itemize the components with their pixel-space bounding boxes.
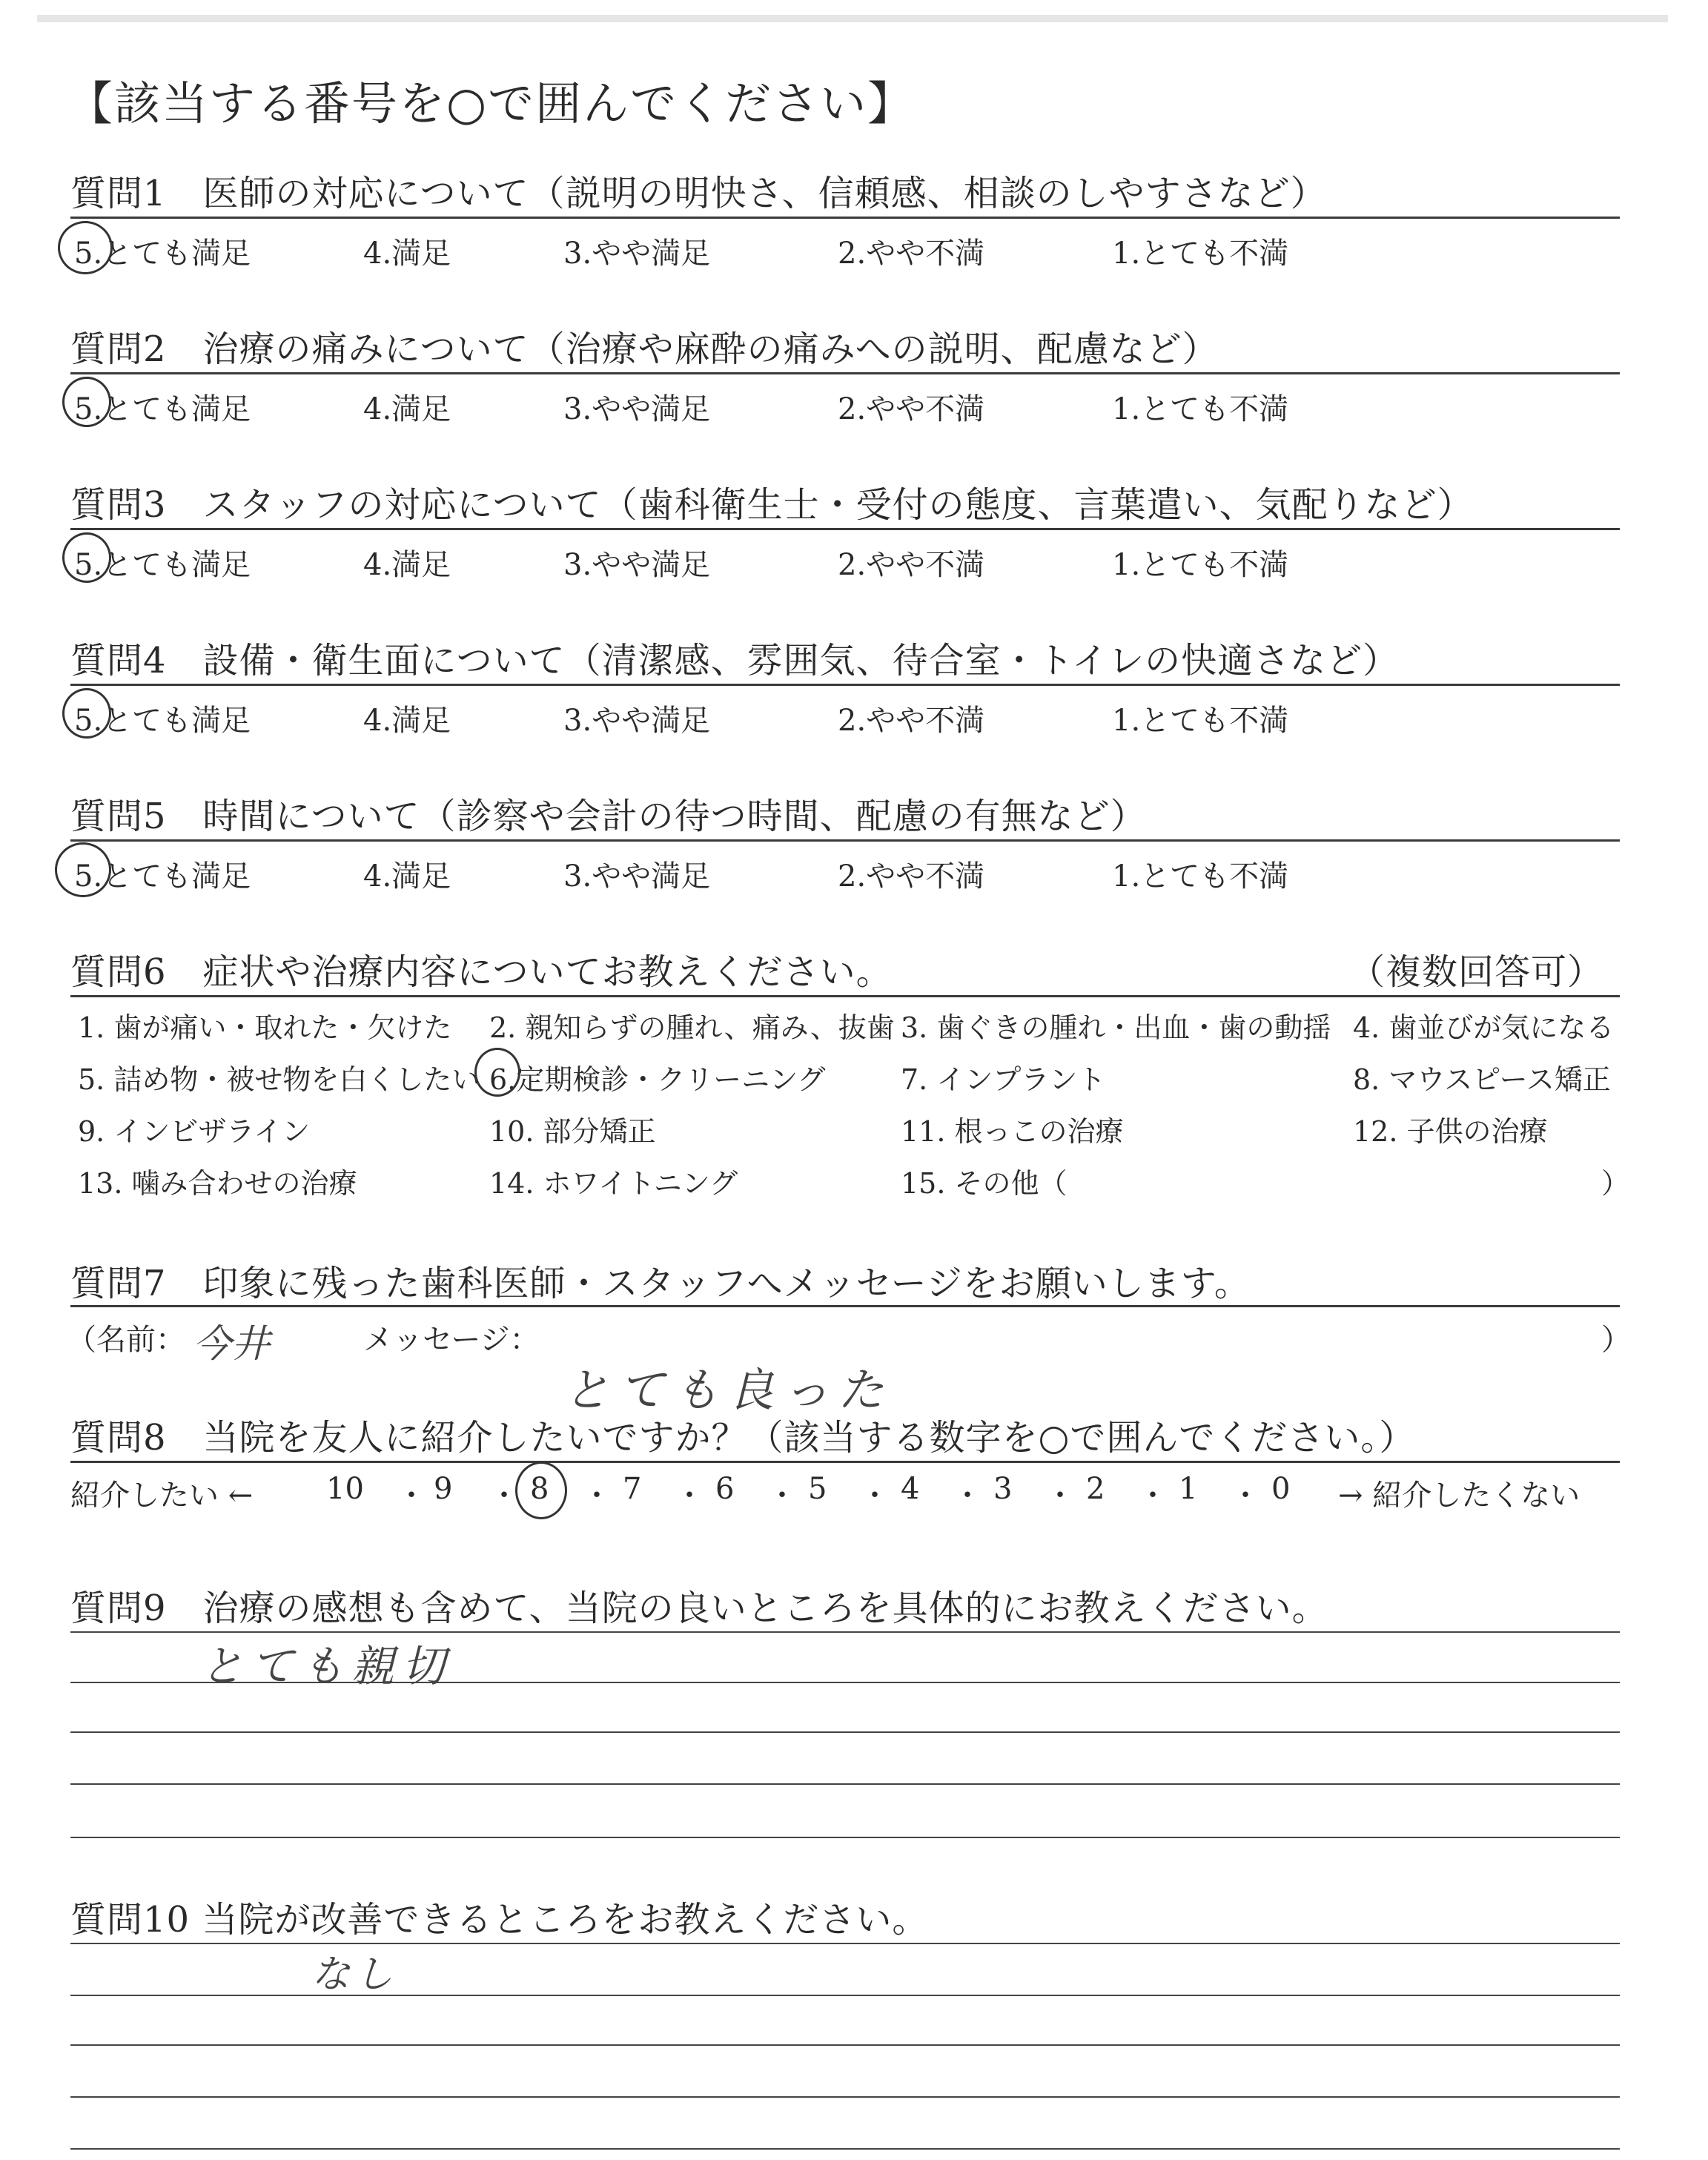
q6-option-9[interactable]: 9. インビザライン <box>78 1115 311 1148</box>
question-7-title: 質問7 印象に残った歯科医師・スタッフへメッセージをお願いします。 <box>70 1263 1251 1304</box>
q5-option-2[interactable]: 2.やや不満 <box>838 859 985 894</box>
q4-selection-circle <box>62 688 111 739</box>
q4-option-4[interactable]: 4.満足 <box>363 704 451 738</box>
q1-option-1[interactable]: 1.とても不満 <box>1112 237 1289 271</box>
q6-option-10[interactable]: 10. 部分矯正 <box>489 1115 656 1148</box>
q4-option-2[interactable]: 2.やや不満 <box>838 704 985 738</box>
q1-option-2[interactable]: 2.やや不満 <box>838 237 985 271</box>
q10-write-line <box>70 1943 1620 1944</box>
q8-scale-3[interactable]: 3 <box>993 1472 1013 1506</box>
q6-option-1[interactable]: 1. 歯が痛い・取れた・欠けた <box>78 1011 452 1044</box>
q6-other-close-paren: ） <box>1601 1167 1630 1200</box>
q10-write-line <box>70 1995 1620 1996</box>
q5-selection-circle <box>55 842 111 897</box>
q4-option-5[interactable]: 5.とても満足 <box>74 704 251 738</box>
q6-option-14[interactable]: 14. ホワイトニング <box>489 1167 738 1200</box>
q8-scale-2[interactable]: 2 <box>1086 1472 1105 1506</box>
q9-write-line <box>70 1783 1620 1785</box>
q8-scale-1[interactable]: 1 <box>1179 1472 1198 1506</box>
q3-option-3[interactable]: 3.やや満足 <box>563 548 711 582</box>
q10-answer-handwritten[interactable]: なし <box>311 1952 398 1997</box>
q5-option-4[interactable]: 4.満足 <box>363 859 451 894</box>
q6-option-12[interactable]: 12. 子供の治療 <box>1353 1115 1548 1148</box>
question-6-rule <box>70 995 1620 997</box>
q1-option-5[interactable]: 5.とても満足 <box>74 237 251 271</box>
q2-option-3[interactable]: 3.やや満足 <box>563 392 711 426</box>
q9-write-line <box>70 1731 1620 1733</box>
q8-separator: ・ <box>860 1479 890 1513</box>
q3-selection-circle <box>62 532 111 583</box>
q7-name-handwritten[interactable]: 今井 <box>193 1322 271 1367</box>
q6-option-6[interactable]: 6.定期検診・クリーニング <box>489 1063 826 1096</box>
q8-scale-6[interactable]: 6 <box>715 1472 735 1506</box>
q8-scale-10[interactable]: 10 <box>326 1472 364 1506</box>
q2-option-4[interactable]: 4.満足 <box>363 392 451 426</box>
q8-separator: ・ <box>1045 1479 1075 1513</box>
q7-name-label: （名前： <box>67 1323 185 1357</box>
question-8-rule <box>70 1461 1620 1463</box>
q7-message-handwritten[interactable]: とても良った <box>563 1363 893 1417</box>
question-1-rule <box>70 217 1620 219</box>
q8-scale-5[interactable]: 5 <box>808 1472 827 1506</box>
q8-scale-7[interactable]: 7 <box>623 1472 642 1506</box>
question-2-rule <box>70 372 1620 374</box>
question-9-title: 質問9 治療の感想も含めて、当院の良いところを具体的にお教えください。 <box>70 1588 1328 1629</box>
question-6-note: （複数回答可） <box>1349 951 1604 993</box>
q6-option-7[interactable]: 7. インプラント <box>901 1063 1106 1096</box>
question-3-rule <box>70 528 1620 530</box>
q3-option-4[interactable]: 4.満足 <box>363 548 451 582</box>
q8-scale-0[interactable]: 0 <box>1271 1472 1291 1506</box>
question-1-title: 質問1 医師の対応について（説明の明快さ、信頼感、相談のしやすさなど） <box>70 173 1327 214</box>
q1-option-4[interactable]: 4.満足 <box>363 237 451 271</box>
q6-option-5[interactable]: 5. 詰め物・被せ物を白くしたい <box>78 1063 480 1096</box>
q8-separator: ・ <box>582 1479 612 1513</box>
q2-option-5[interactable]: 5.とても満足 <box>74 392 251 426</box>
question-5-title: 質問5 時間について（診察や会計の待つ時間、配慮の有無など） <box>70 796 1147 837</box>
q8-separator: ・ <box>675 1479 704 1513</box>
question-4-title: 質問4 設備・衛生面について（清潔感、雰囲気、待合室・トイレの快適さなど） <box>70 640 1400 681</box>
q2-option-1[interactable]: 1.とても不満 <box>1112 392 1289 426</box>
q5-option-5[interactable]: 5.とても満足 <box>74 859 251 894</box>
q6-option-15[interactable]: 15. その他（ <box>901 1167 1068 1200</box>
q6-option-13[interactable]: 13. 噛み合わせの治療 <box>78 1167 357 1200</box>
question-4-rule <box>70 684 1620 686</box>
q6-option-4[interactable]: 4. 歯並びが気になる <box>1353 1011 1615 1044</box>
q1-option-3[interactable]: 3.やや満足 <box>563 237 711 271</box>
q7-close-paren: ） <box>1601 1323 1631 1357</box>
q10-write-line <box>70 2096 1620 2098</box>
q4-option-3[interactable]: 3.やや満足 <box>563 704 711 738</box>
page-heading: 【該当する番号を○で囲んでください】 <box>67 76 916 131</box>
q8-separator: ・ <box>767 1479 797 1513</box>
q10-write-line <box>70 2044 1620 2046</box>
q3-option-2[interactable]: 2.やや不満 <box>838 548 985 582</box>
question-5-rule <box>70 839 1620 842</box>
q9-write-line <box>70 1837 1620 1838</box>
q8-separator: ・ <box>953 1479 982 1513</box>
q7-message-label: メッセージ： <box>363 1323 540 1357</box>
question-2-title: 質問2 治療の痛みについて（治療や麻酔の痛みへの説明、配慮など） <box>70 328 1219 370</box>
q8-separator: ・ <box>1231 1479 1260 1513</box>
question-6-title: 質問6 症状や治療内容についてお教えください。 <box>70 951 893 993</box>
q6-option-2[interactable]: 2. 親知らずの腫れ、痛み、抜歯 <box>489 1011 895 1044</box>
q9-answer-handwritten[interactable]: とても親切 <box>200 1641 453 1691</box>
q8-separator: ・ <box>397 1479 426 1513</box>
q6-selection-circle <box>474 1048 520 1097</box>
q5-option-1[interactable]: 1.とても不満 <box>1112 859 1289 894</box>
question-3-title: 質問3 スタッフの対応について（歯科衛生士・受付の態度、言葉遣い、気配りなど） <box>70 484 1474 526</box>
q2-option-2[interactable]: 2.やや不満 <box>838 392 985 426</box>
q8-selection-circle <box>515 1462 567 1519</box>
q4-option-1[interactable]: 1.とても不満 <box>1112 704 1289 738</box>
q8-separator: ・ <box>1138 1479 1168 1513</box>
q3-option-1[interactable]: 1.とても不満 <box>1112 548 1289 582</box>
q6-option-11[interactable]: 11. 根っこの治療 <box>901 1115 1124 1148</box>
q8-right-label: → 紹介したくない <box>1338 1479 1580 1513</box>
q8-left-label: 紹介したい ← <box>70 1479 254 1513</box>
q6-option-3[interactable]: 3. 歯ぐきの腫れ・出血・歯の動揺 <box>901 1011 1331 1044</box>
question-10-title: 質問10 当院が改善できるところをお教えください。 <box>70 1899 929 1941</box>
q1-selection-circle <box>58 221 113 274</box>
q8-scale-4[interactable]: 4 <box>901 1472 920 1506</box>
q2-selection-circle <box>62 377 111 427</box>
q8-scale-8[interactable]: 8 <box>530 1472 549 1506</box>
q5-option-3[interactable]: 3.やや満足 <box>563 859 711 894</box>
question-7-rule <box>70 1305 1620 1307</box>
q6-option-8[interactable]: 8. マウスピース矯正 <box>1353 1063 1611 1096</box>
q10-write-line <box>70 2148 1620 2150</box>
question-8-title: 質問8 当院を友人に紹介したいですか？（該当する数字を○で囲んでください。） <box>70 1417 1416 1459</box>
q3-option-5[interactable]: 5.とても満足 <box>74 548 251 582</box>
scan-top-edge <box>37 15 1668 22</box>
q8-scale-9[interactable]: 9 <box>434 1472 453 1506</box>
q8-separator: ・ <box>489 1479 519 1513</box>
